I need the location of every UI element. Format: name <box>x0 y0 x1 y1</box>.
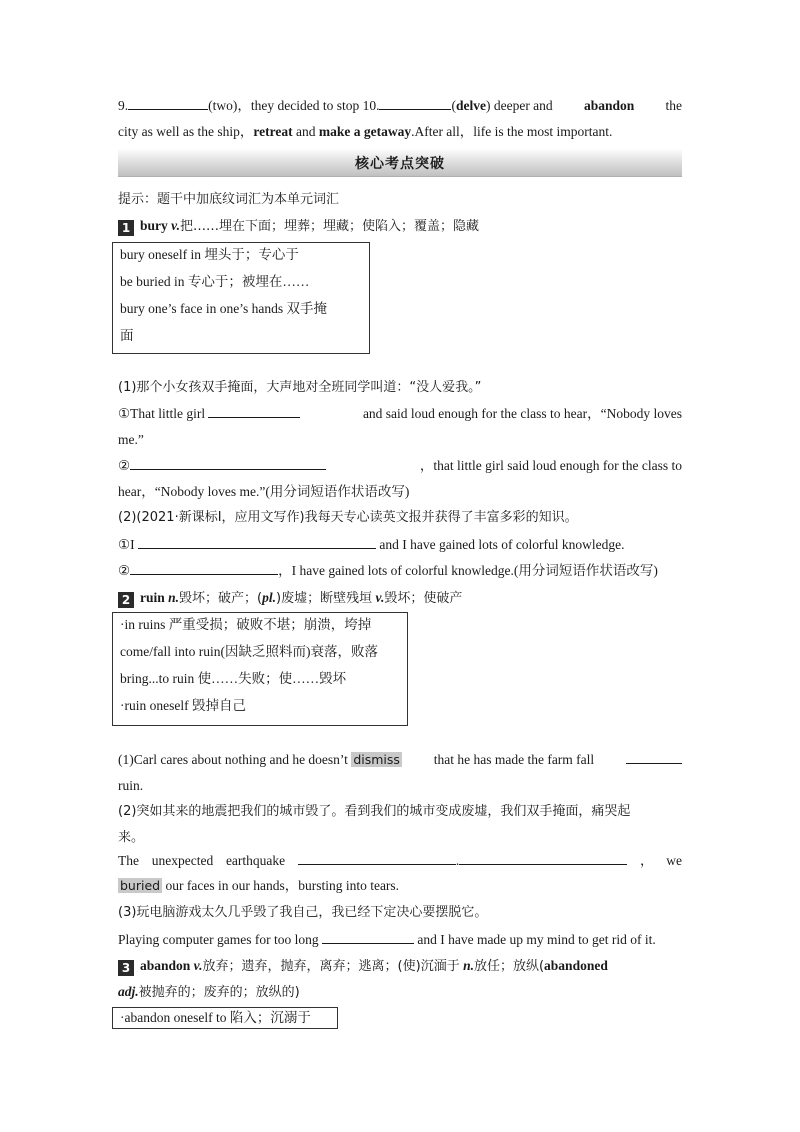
question-line: ② ，that little girl said loud enough for the class to <box>118 458 682 473</box>
phrase: 面 <box>120 328 134 343</box>
question-line: The unexpected earthquake . ， we <box>118 853 682 868</box>
blank-9[interactable] <box>128 96 208 110</box>
number-badge: 1 <box>118 220 134 236</box>
section-title: 核心考点突破 <box>355 156 445 172</box>
answer-blank[interactable] <box>130 456 326 470</box>
question-cn: (2)突如其来的地震把我们的城市毁了。看到我们的城市变成废墟，我们双手掩面，痛哭起 <box>118 804 631 819</box>
word-2-heading: 2 ruin n.毁坏；破产；(pl.)废墟；断壁残垣 v.毁坏；使破产 <box>118 588 682 609</box>
hint-text: 提示：题干中加底纹词汇为本单元词汇 <box>118 192 340 207</box>
question-cn: (3)玩电脑游戏太久几乎毁了我自己，我已经下定决心要摆脱它。 <box>118 905 488 920</box>
phrase: bring...to ruin 使……失败；使……毁坏 <box>120 671 347 686</box>
question-line: me.” <box>118 432 144 447</box>
answer-blank[interactable] <box>130 561 278 575</box>
question-cn: (2)(2021·新课标Ⅰ，应用文写作)我每天专心读英文报并获得了丰富多彩的知识。 <box>118 510 578 525</box>
answer-blank[interactable] <box>208 404 300 418</box>
word-1-heading: 1 bury v.把……埋在下面；埋葬；埋藏；使陷入；覆盖；隐藏 <box>118 216 682 237</box>
question-line: ruin. <box>118 778 144 793</box>
word-1-phrase-box <box>112 242 370 354</box>
phrase: bury one’s face in one’s hands 双手掩 <box>120 301 327 316</box>
top-line-1: 9. (two)，they decided to stop 10. (delve) deeper and abandon the <box>118 98 682 113</box>
section-title-bar <box>118 148 682 177</box>
word-3-heading: 3 abandon v.放弃；遗弃，抛弃，离弃；逃离；(使)沉湎于 n.放任；放纵(abandoned <box>118 956 682 977</box>
question-cn: (1)那个小女孩双手掩面，大声地对全班同学叫道：“没人爱我。” <box>118 380 482 395</box>
phrase: ·abandon oneself to 陷入；沉溺于 <box>120 1010 311 1025</box>
question-line: ② ，I have gained lots of colorful knowledge.(用分词短语作状语改写) <box>118 563 658 578</box>
question-cn: 来。 <box>118 830 145 845</box>
answer-blank[interactable] <box>298 851 456 865</box>
question-line: (1)Carl cares about nothing and he doesn’t dismiss that he has made the farm fall <box>118 750 682 770</box>
phrase: bury oneself in 埋头于；专心于 <box>120 247 299 262</box>
word-2-phrase-box <box>112 612 408 726</box>
top-line-2: city as well as the ship，retreat and make a getaway.After all，life is the most important. <box>118 124 613 139</box>
question-line: hear，“Nobody loves me.”(用分词短语作状语改写) <box>118 484 410 499</box>
phrase: ·ruin oneself 毁掉自己 <box>120 698 246 713</box>
question-line: ①That little girl and said loud enough for the class to hear，“Nobody loves <box>118 406 682 421</box>
blank-10[interactable] <box>379 96 451 110</box>
number-badge: 3 <box>118 960 134 976</box>
word-3-heading-cont: adj.被抛弃的；废弃的；放纵的) <box>118 984 300 1000</box>
answer-blank[interactable] <box>626 750 682 764</box>
question-line: ①I and I have gained lots of colorful knowledge. <box>118 537 625 552</box>
word-3-phrase-box <box>112 1007 338 1029</box>
phrase: come/fall into ruin(因缺乏照料而)衰落，败落 <box>120 644 378 659</box>
phrase: ·in ruins 严重受损；破败不堪；崩溃，垮掉 <box>120 617 372 632</box>
question-line: Playing computer games for too long and I have made up my mind to get rid of it. <box>118 932 656 947</box>
question-line: buried our faces in our hands，bursting into tears. <box>120 878 400 893</box>
answer-blank[interactable] <box>459 851 627 865</box>
answer-blank[interactable] <box>322 930 414 944</box>
number-badge: 2 <box>118 592 134 608</box>
vocab-highlight: dismiss <box>353 752 400 767</box>
vocab-highlight: buried <box>120 878 161 893</box>
phrase: be buried in 专心于；被埋在…… <box>120 274 310 289</box>
answer-blank[interactable] <box>138 535 376 549</box>
